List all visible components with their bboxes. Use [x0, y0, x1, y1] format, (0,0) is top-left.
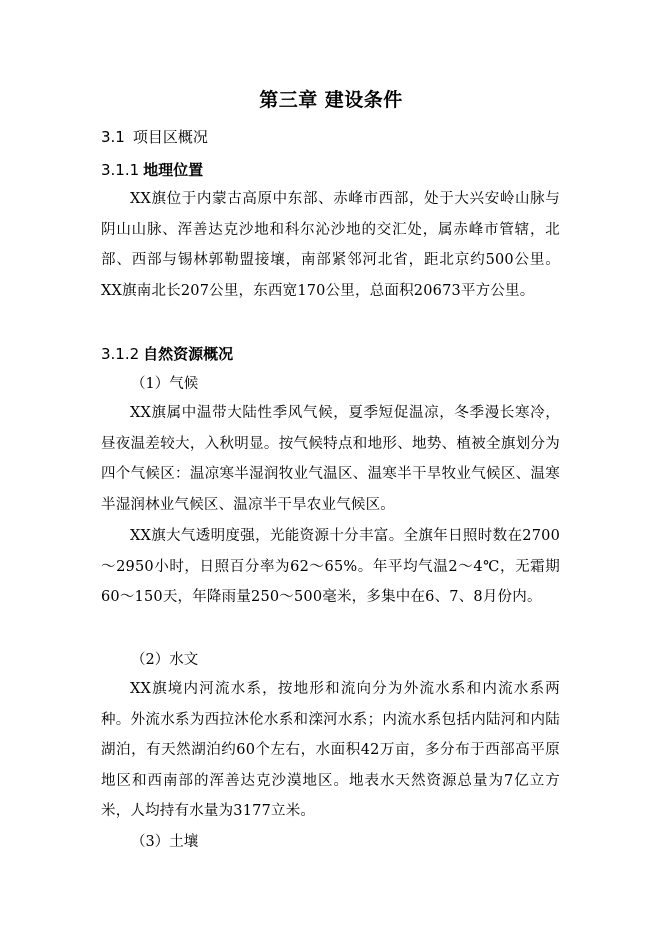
paragraph-geographic-location: XX旗位于内蒙古高原中东部、赤峰市西部，处于大兴安岭山脉与阴山山脉、浑善达克沙地和科尔沁沙地的交汇处，属赤峰市管辖，北部、西部与锡林郭勒盟接壤，南部紧邻河北省，距北京约500公里。XX旗南北长207公里，东西宽170公里，总面积20673平方公里。 [101, 191, 560, 299]
subsection-hydrology-label: （2）水文 [131, 652, 199, 668]
subsection-climate-label: （1）气候 [131, 376, 199, 392]
subsection-soil-label: （3）土壤 [131, 834, 199, 850]
section-title: 项目区概况 [132, 128, 208, 146]
section-number: 3.1 [101, 128, 125, 146]
paragraph-hydrology: XX旗境内河流水系，按地形和流向分为外流水系和内流水系两种。外流水系为西拉沐伦水系和滦河水系；内流水系包括内陆河和内陆湖泊，有天然湖泊约60个左右，水面积42万亩，多分布于西部高平原地区和西南部的浑善达克沙漠地区。地表水天然资源总量为7亿立方米，人均持有水量为3177立米。 [101, 681, 560, 819]
section-title: 地理位置 [143, 161, 204, 179]
section-title: 自然资源概况 [143, 345, 234, 363]
section-number: 3.1.2 [101, 345, 140, 363]
section-number: 3.1.1 [101, 161, 140, 179]
chapter-title: 第三章 建设条件 [259, 89, 403, 111]
paragraph-climate-1: XX旗属中温带大陆性季风气候，夏季短促温凉，冬季漫长寒冷，昼夜温差较大，入秋明显。按气候特点和地形、地势、植被全旗划分为四个气候区：温凉寒半湿润牧业气温区、温寒半干旱牧业气候区、温寒半湿润林业气候区、温凉半干旱农业气候区。 [101, 405, 560, 513]
section-heading-3-1-2 [101, 341, 233, 367]
section-heading-3-1 [101, 124, 208, 150]
paragraph-climate-2: XX旗大气透明度强，光能资源十分丰富。全旗年日照时数在2700～2950小时，日照百分率为62～65%。年平均气温2～4℃，无霜期60～150天，年降雨量250～500毫米，多集中在6、7、8月份内。 [101, 528, 560, 605]
section-heading-3-1-1 [101, 157, 203, 183]
